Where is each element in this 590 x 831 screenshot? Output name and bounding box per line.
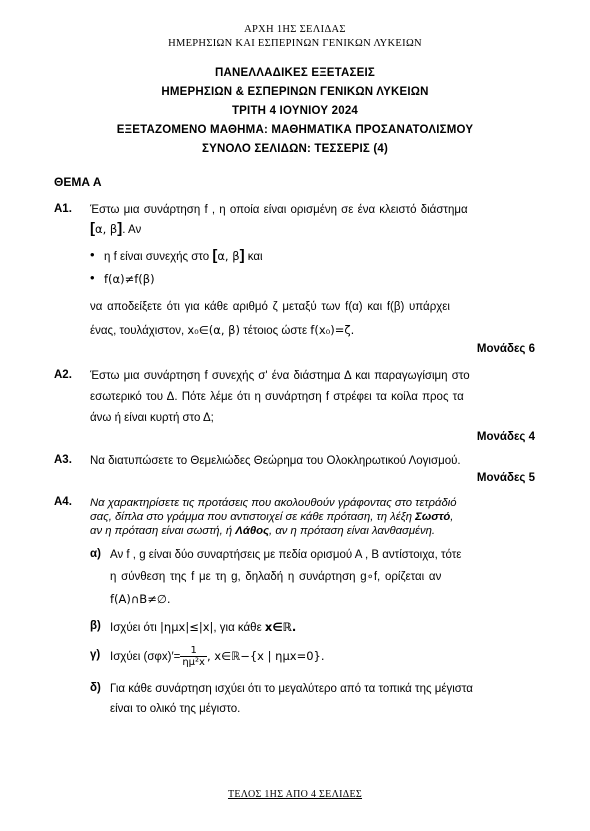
a1-line2-text: . Αν	[122, 224, 142, 236]
a4-delta-line2: είναι το ολικό της μέγιστο.	[110, 703, 241, 715]
theme-heading: ΘΕΜΑ Α	[54, 175, 102, 189]
exam-subject: ΕΞΕΤΑΖΟΜΕΝΟ ΜΑΘΗΜΑ: ΜΑΘΗΜΑΤΙΚΑ ΠΡΟΣΑΝΑΤΟΛΙΣΜΟΥ	[116, 124, 474, 136]
a1-line1: Έστω μια συνάρτηση f , η οποία είναι ορισμένη σε ένα κλειστό διάστημα	[90, 204, 468, 216]
a4-instr-line3: αν η πρόταση είναι σωστή, ή Λάθος, αν η πρόταση είναι λανθασμένη.	[90, 525, 436, 537]
a2-line3: άνω ή είναι κυρτή στο Δ;	[90, 412, 214, 424]
a4-instr-line1: Να χαρακτηρίσετε τις προτάσεις που ακολουθούν γράφοντας στο τετράδιό	[90, 497, 457, 509]
bullet-icon: •	[90, 270, 95, 285]
a1-line3: να αποδείξετε ότι για κάθε αριθμό ζ μεταξύ των f(α) και f(β) υπάρχει	[90, 301, 450, 313]
a4-beta-line: Ισχύει ότι |ημx|≤|x|, για κάθε x∈ℝ.	[110, 620, 297, 634]
a2-line2: εσωτερικό του Δ. Πότε λέμε ότι η συνάρτηση f στρέφει τα κοίλα προς τα	[90, 391, 464, 403]
exam-title: ΠΑΝΕΛΛΑΔΙΚΕΣ ΕΞΕΤΑΣΕΙΣ	[214, 67, 376, 79]
a4-gamma-line: Ισχύει (σφx)′= $\frac{1}{\text{ημ²x}}$ , x∈ℝ−{x | ημx=0}.	[110, 645, 325, 669]
bullet-icon: •	[90, 247, 95, 262]
a1-bullet1: η f είναι συνεχής στο [α, β] και	[104, 247, 263, 264]
a1-marks: Μονάδες 6	[476, 343, 535, 355]
a1-line2: [α, β]. Αν	[90, 220, 142, 237]
a2-label: Α2.	[54, 369, 72, 381]
a4-alpha-label: α)	[90, 548, 101, 560]
page-footer: ΤΕΛΟΣ 1ΗΣ ΑΠΟ 4 ΣΕΛΙΔΕΣ	[227, 789, 363, 800]
a4-delta-line1: Για κάθε συνάρτηση ισχύει ότι το μεγαλύτερο από τα τοπικά της μέγιστα	[110, 683, 473, 695]
a3-line1: Να διατυπώσετε το Θεμελιώδες Θεώρημα του Ολοκληρωτικού Λογισμού.	[90, 455, 461, 467]
a2-marks: Μονάδες 4	[476, 431, 535, 443]
exam-date: ΤΡΙΤΗ 4 ΙΟΥΝΙΟΥ 2024	[231, 105, 359, 117]
page-count: ΣΥΝΟΛΟ ΣΕΛΙΔΩΝ: ΤΕΣΣΕΡΙΣ (4)	[201, 143, 389, 155]
a4-instr-line2: σας, δίπλα στο γράμμα που αντιστοιχεί σε κάθε πρόταση, τη λέξη Σωστό,	[90, 511, 454, 523]
a2-line1: Έστω μια συνάρτηση f συνεχής σ' ένα διάστημα Δ και παραγωγίσιμη στο	[90, 370, 470, 382]
a4-delta-label: δ)	[90, 682, 101, 694]
a1-interval: α, β	[95, 222, 118, 236]
a4-alpha-line2: η σύνθεση της f με τη g, δηλαδή η συνάρτηση g∘f, ορίζεται αν	[110, 571, 442, 583]
a1-bullet2: f(α)≠f(β)	[104, 272, 155, 286]
a4-alpha-line3: f(A)∩B≠∅.	[110, 592, 171, 606]
a1-line4: ένας, τουλάχιστον, x₀∈(α, β) τέτοιος ώστε f(x₀)=ζ.	[90, 323, 355, 337]
a3-marks: Μονάδες 5	[476, 472, 535, 484]
a3-label: Α3.	[54, 454, 72, 466]
a4-label: Α4.	[54, 496, 72, 508]
a4-gamma-label: γ)	[90, 649, 101, 661]
page-start-label: ΑΡΧΗ 1ΗΣ ΣΕΛΙΔΑΣ	[244, 24, 346, 35]
gamma-fraction: $\frac{1}{\text{ημ²x}}$	[182, 645, 205, 669]
exam-subtitle: ΗΜΕΡΗΣΙΩΝ & ΕΣΠΕΡΙΝΩΝ ΓΕΝΙΚΩΝ ΛΥΚΕΙΩΝ	[161, 86, 429, 98]
a4-alpha-line1: Αν f , g είναι δύο συναρτήσεις με πεδία ορισμού Α , Β αντίστοιχα, τότε	[110, 549, 462, 561]
a1-label: Α1.	[54, 203, 72, 215]
a4-beta-label: β)	[90, 620, 101, 632]
school-type-label: ΗΜΕΡΗΣΙΩΝ ΚΑΙ ΕΣΠΕΡΙΝΩΝ ΓΕΝΙΚΩΝ ΛΥΚΕΙΩΝ	[168, 38, 422, 49]
